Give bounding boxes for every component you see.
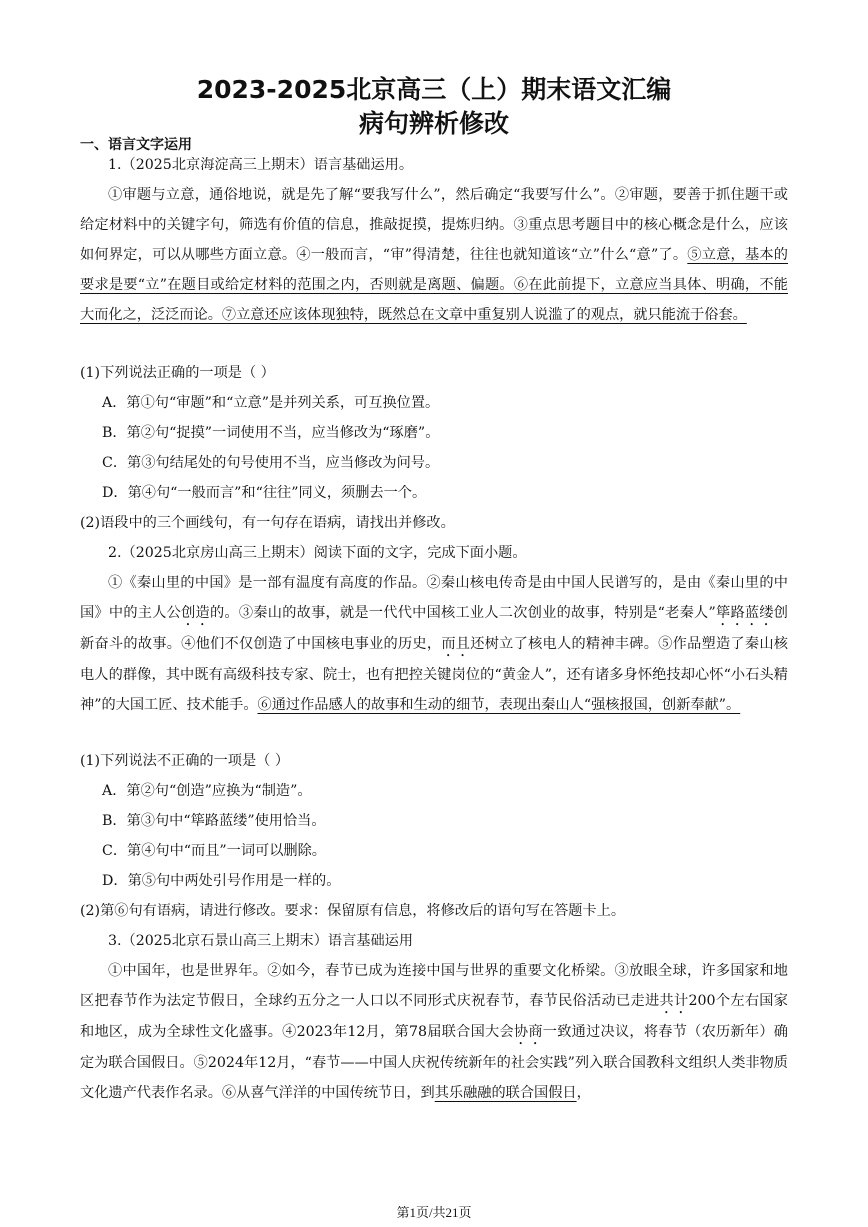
q2-passage-text-1: ①《秦山里的中国》是一部有温度有高度的作品。②秦山核电传奇是由中国人民谱写的，是由《秦山里的中国》中的主人公 [80, 575, 788, 621]
q3-passage-text-2: 200个左右国家和地区，成为全球性文化盛事。④2023年12月，第78届联合国大会 [80, 993, 788, 1040]
q2-option-b: B．第③句中“筚路蓝缕”使用恰当。 [102, 813, 326, 829]
q1-option-a: A．第①句“审题”和“立意”是并列关系，可互换位置。 [102, 395, 440, 411]
q1-stem: 1.（2025北京海淀高三上期末）语言基础运用。 [108, 157, 414, 173]
q2-passage-text-2: 的。③秦山的故事，就是一代代中国核工业人二次创业的故事，特别是“老秦人” [209, 605, 716, 621]
q1-option-c: C．第③句结尾处的句号使用不当，应当修改为问号。 [102, 455, 440, 471]
q2-dotted-word-1: 创造 [181, 605, 210, 621]
q3-dotted-word-1: 共计 [659, 993, 689, 1009]
q1-option-b: B．第②句“捉摸”一词使用不当，应当修改为“琢磨”。 [102, 425, 440, 441]
q2-sub1: (1)下列说法不正确的一项是（ ） [80, 753, 290, 769]
q1-sub1: (1)下列说法正确的一项是（ ） [80, 365, 275, 381]
q2-dotted-word-3: 而且 [441, 636, 471, 652]
q1-option-d: D．第④句“一般而言”和“往往”同义，须删去一个。 [102, 485, 427, 501]
q1-underlined-sentences: ⑤立意，基本的要求是要“立”在题目或给定材料的范围之内，否则就是离题、偏题。⑥在此前提下，立意应当具体、明确，不能大而化之，泛泛而论。⑦立意还应该体现独特，既然总在文章中重复别人说滥了的观点，就只能流于俗套。 [80, 247, 788, 323]
q3-passage-end: ， [576, 1085, 591, 1101]
q2-stem: 2.（2025北京房山高三上期末）阅读下面的文字，完成下面小题。 [108, 545, 527, 561]
q2-underlined-sentence: ⑥通过作品感人的故事和生动的细节，表现出秦山人“强核报国，创新奉献”。 [257, 697, 741, 713]
q2-passage-text-3: 创新奋斗的故事。④他们不仅创造了中国核电事业的历史， [80, 605, 788, 652]
q2-option-c: C．第④句中“而且”一词可以删除。 [102, 843, 326, 859]
q1-passage [80, 180, 788, 330]
q3-dotted-word-2: 协商 [513, 1024, 543, 1040]
q3-passage-text-3: 一致通过决议，将春节（农历新年）确定为联合国假日。⑤2024年12月，“春节——中国人庆祝传统新年的社会实践”列入联合国教科文组织人类非物质文化遗产代表作名录。⑥从喜气洋洋的中国传统节日，到 [80, 1024, 788, 1101]
q3-passage [80, 956, 788, 1108]
page-number: 第1页/共21页 [396, 1205, 472, 1220]
page-title: 2023-2025北京高三（上）期末语文汇编 [196, 75, 672, 104]
q2-option-a: A．第②句“创造”应换为“制造”。 [102, 783, 312, 799]
q1-passage-text: ①审题与立意，通俗地说，就是先了解“要我写什么”，然后确定“我要写什么”。②审题，要善于抓住题干或给定材料中的关键字句，筛选有价值的信息，推敲捉摸，提炼归纳。③重点思考题目中的核心概念是什么，应该如何界定，可以从哪些方面立意。④一般而言，“审”得清楚，往往也就知道该“立”什么“意”了。 [80, 187, 788, 263]
q2-option-d: D．第⑤句中两处引号作用是一样的。 [102, 873, 341, 889]
q2-dotted-word-2: 筚路蓝缕 [715, 605, 774, 621]
q2-passage [80, 568, 788, 720]
q3-passage-text-1: ①中国年，也是世界年。②如今，春节已成为连接中国与世界的重要文化桥梁。③放眼全球，许多国家和地区把春节作为法定节假日，全球约五分之一人口以不同形式庆祝春节，春节民俗活动已走进 [80, 963, 788, 1009]
page-subtitle: 病句辨析修改 [358, 109, 509, 138]
q1-sub2: (2)语段中的三个画线句，有一句存在语病，请找出并修改。 [80, 515, 455, 531]
q2-passage-text-4: 还树立了核电人的精神丰碑。⑤作品塑造了秦山核电人的群像，其中既有高级科技专家、院士，也有把控关键岗位的“黄金人”，还有诸多身怀绝技却心怀“小石头精神”的大国工匠、技术能手。 [80, 636, 788, 713]
q3-underlined-phrase: 其乐融融的联合国假日 [434, 1085, 577, 1101]
q3-stem: 3.（2025北京石景山高三上期末）语言基础运用 [108, 933, 414, 949]
q2-sub2: (2)第⑥句有语病，请进行修改。要求：保留原有信息，将修改后的语句写在答题卡上。 [80, 903, 626, 919]
section-heading: 一、语言文字运用 [80, 137, 192, 153]
